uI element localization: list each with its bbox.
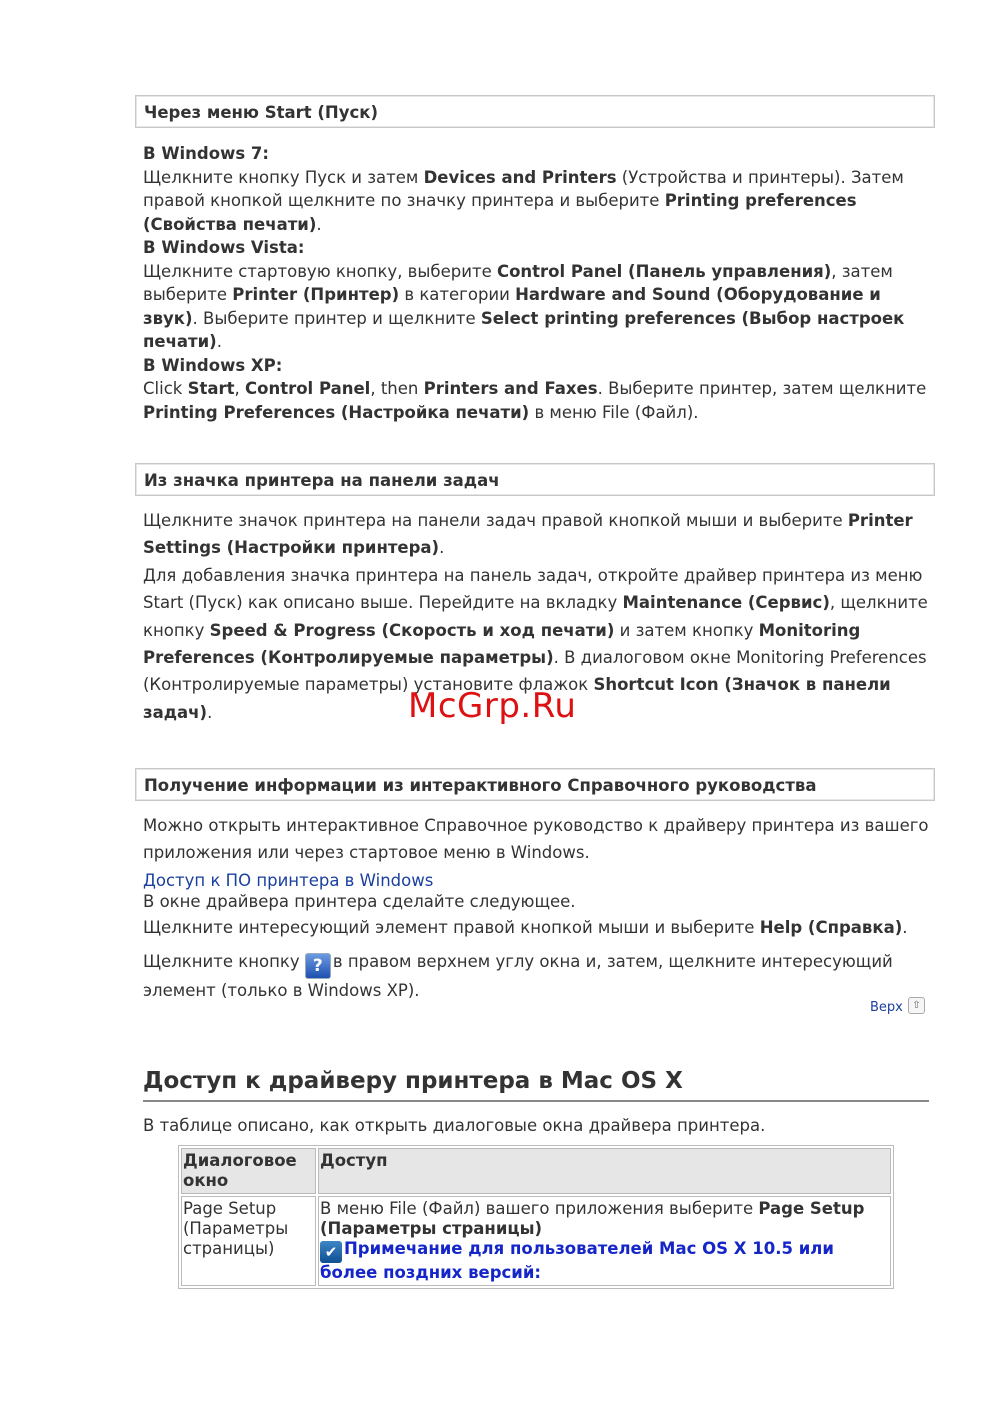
help-question-icon: ? [305,953,331,979]
mac-note: ✔ Примечание для пользователей Mac OS X 10.5 или более поздних версий: [320,1239,834,1282]
mac-section-intro: В таблице описано, как открыть диалоговые окна драйвера принтера. [143,1116,766,1135]
back-to-top-label[interactable]: Верх [870,1000,903,1015]
win7-heading: В Windows 7: [143,144,269,163]
back-to-top-link[interactable] [870,1000,921,1015]
section-header-online-help: Получение информации из интерактивного Справочного руководства [135,768,935,801]
watermark: McGrp.Ru [408,686,577,726]
table-header-dialog: Диалоговое окно [181,1148,316,1194]
table-header-row [181,1148,891,1194]
vista-heading: В Windows Vista: [143,238,305,257]
online-help-paragraph-1: Можно открыть интерактивное Справочное руководство к драйверу принтера из вашего приложения или через стартовое меню в Windows. [143,816,929,863]
online-help-paragraph-3: Щелкните интересующий элемент правой кнопкой мыши и выберите Help (Справка). [143,918,908,937]
table-row [181,1196,891,1286]
mac-section-heading: Доступ к драйверу принтера в Mac OS X [143,1068,929,1102]
xp-text: Click Start, Control Panel, then Printers and Faxes. Выберите принтер, затем щелкните Printing Preferences (Настройка печати) в меню File (Файл). [143,379,927,422]
windows-software-link[interactable]: Доступ к ПО принтера в Windows [143,871,434,890]
online-help-links [143,870,938,912]
vista-text: Щелкните стартовую кнопку, выберите Control Panel (Панель управления), затем выберите Printer (Принтер) в категории Hardware and Sound (Оборудование и звук). Выберите принтер и щелкните Select printing preferences (Выбор настроек печати). [143,261,905,351]
driver-dialog-table [178,1145,894,1289]
taskbar-paragraph-1: Щелкните значок принтера на панели задач правой кнопкой мыши и выберите Printer Settings (Настройки принтера). [143,511,913,558]
win7-text: Щелкните кнопку Пуск и затем Devices and Printers (Устройства и принтеры). Затем правой кнопкой щелкните по значку принтера и выберите Printing preferences (Свойства печати). [143,167,904,234]
xp-heading: В Windows XP: [143,355,283,375]
section-header-start-menu: Через меню Start (Пуск) [135,95,935,128]
taskbar-paragraph-2: Для добавления значка принтера на панель задач, откройте драйвер принтера из меню Start (Пуск) как описано выше. Перейдите на вкладку Maintenance (Сервис), щелкните кнопку Speed & Progress (Скорость и ход печати) и затем кнопку Monitoring Preferences (Контролируемые параметры). В диалоговом окне Monitoring Preferences (Контролируемые параметры) установите флажок Shortcut Icon (Значок в панели задач). [143,565,928,722]
note-check-icon: ✔ [320,1241,342,1263]
online-help-paragraph-2: В окне драйвера принтера сделайте следующее. [143,892,576,911]
arrow-up-icon[interactable]: ⇧ [908,997,925,1014]
section-header-taskbar: Из значка принтера на панели задач [135,463,935,496]
online-help-paragraph-4: Щелкните кнопку ? в правом верхнем углу окна и, затем, щелкните интересующий элемент (только в Windows XP). [143,952,893,1000]
table-header-access: Доступ [318,1148,891,1194]
table-cell-access: В меню File (Файл) вашего приложения выберите Page Setup (Параметры страницы) ✔ Примечание для пользователей Mac OS X 10.5 или более поздних версий: [318,1196,891,1286]
table-cell-dialog: Page Setup (Параметры страницы) [181,1196,316,1286]
start-menu-instructions [143,142,938,424]
